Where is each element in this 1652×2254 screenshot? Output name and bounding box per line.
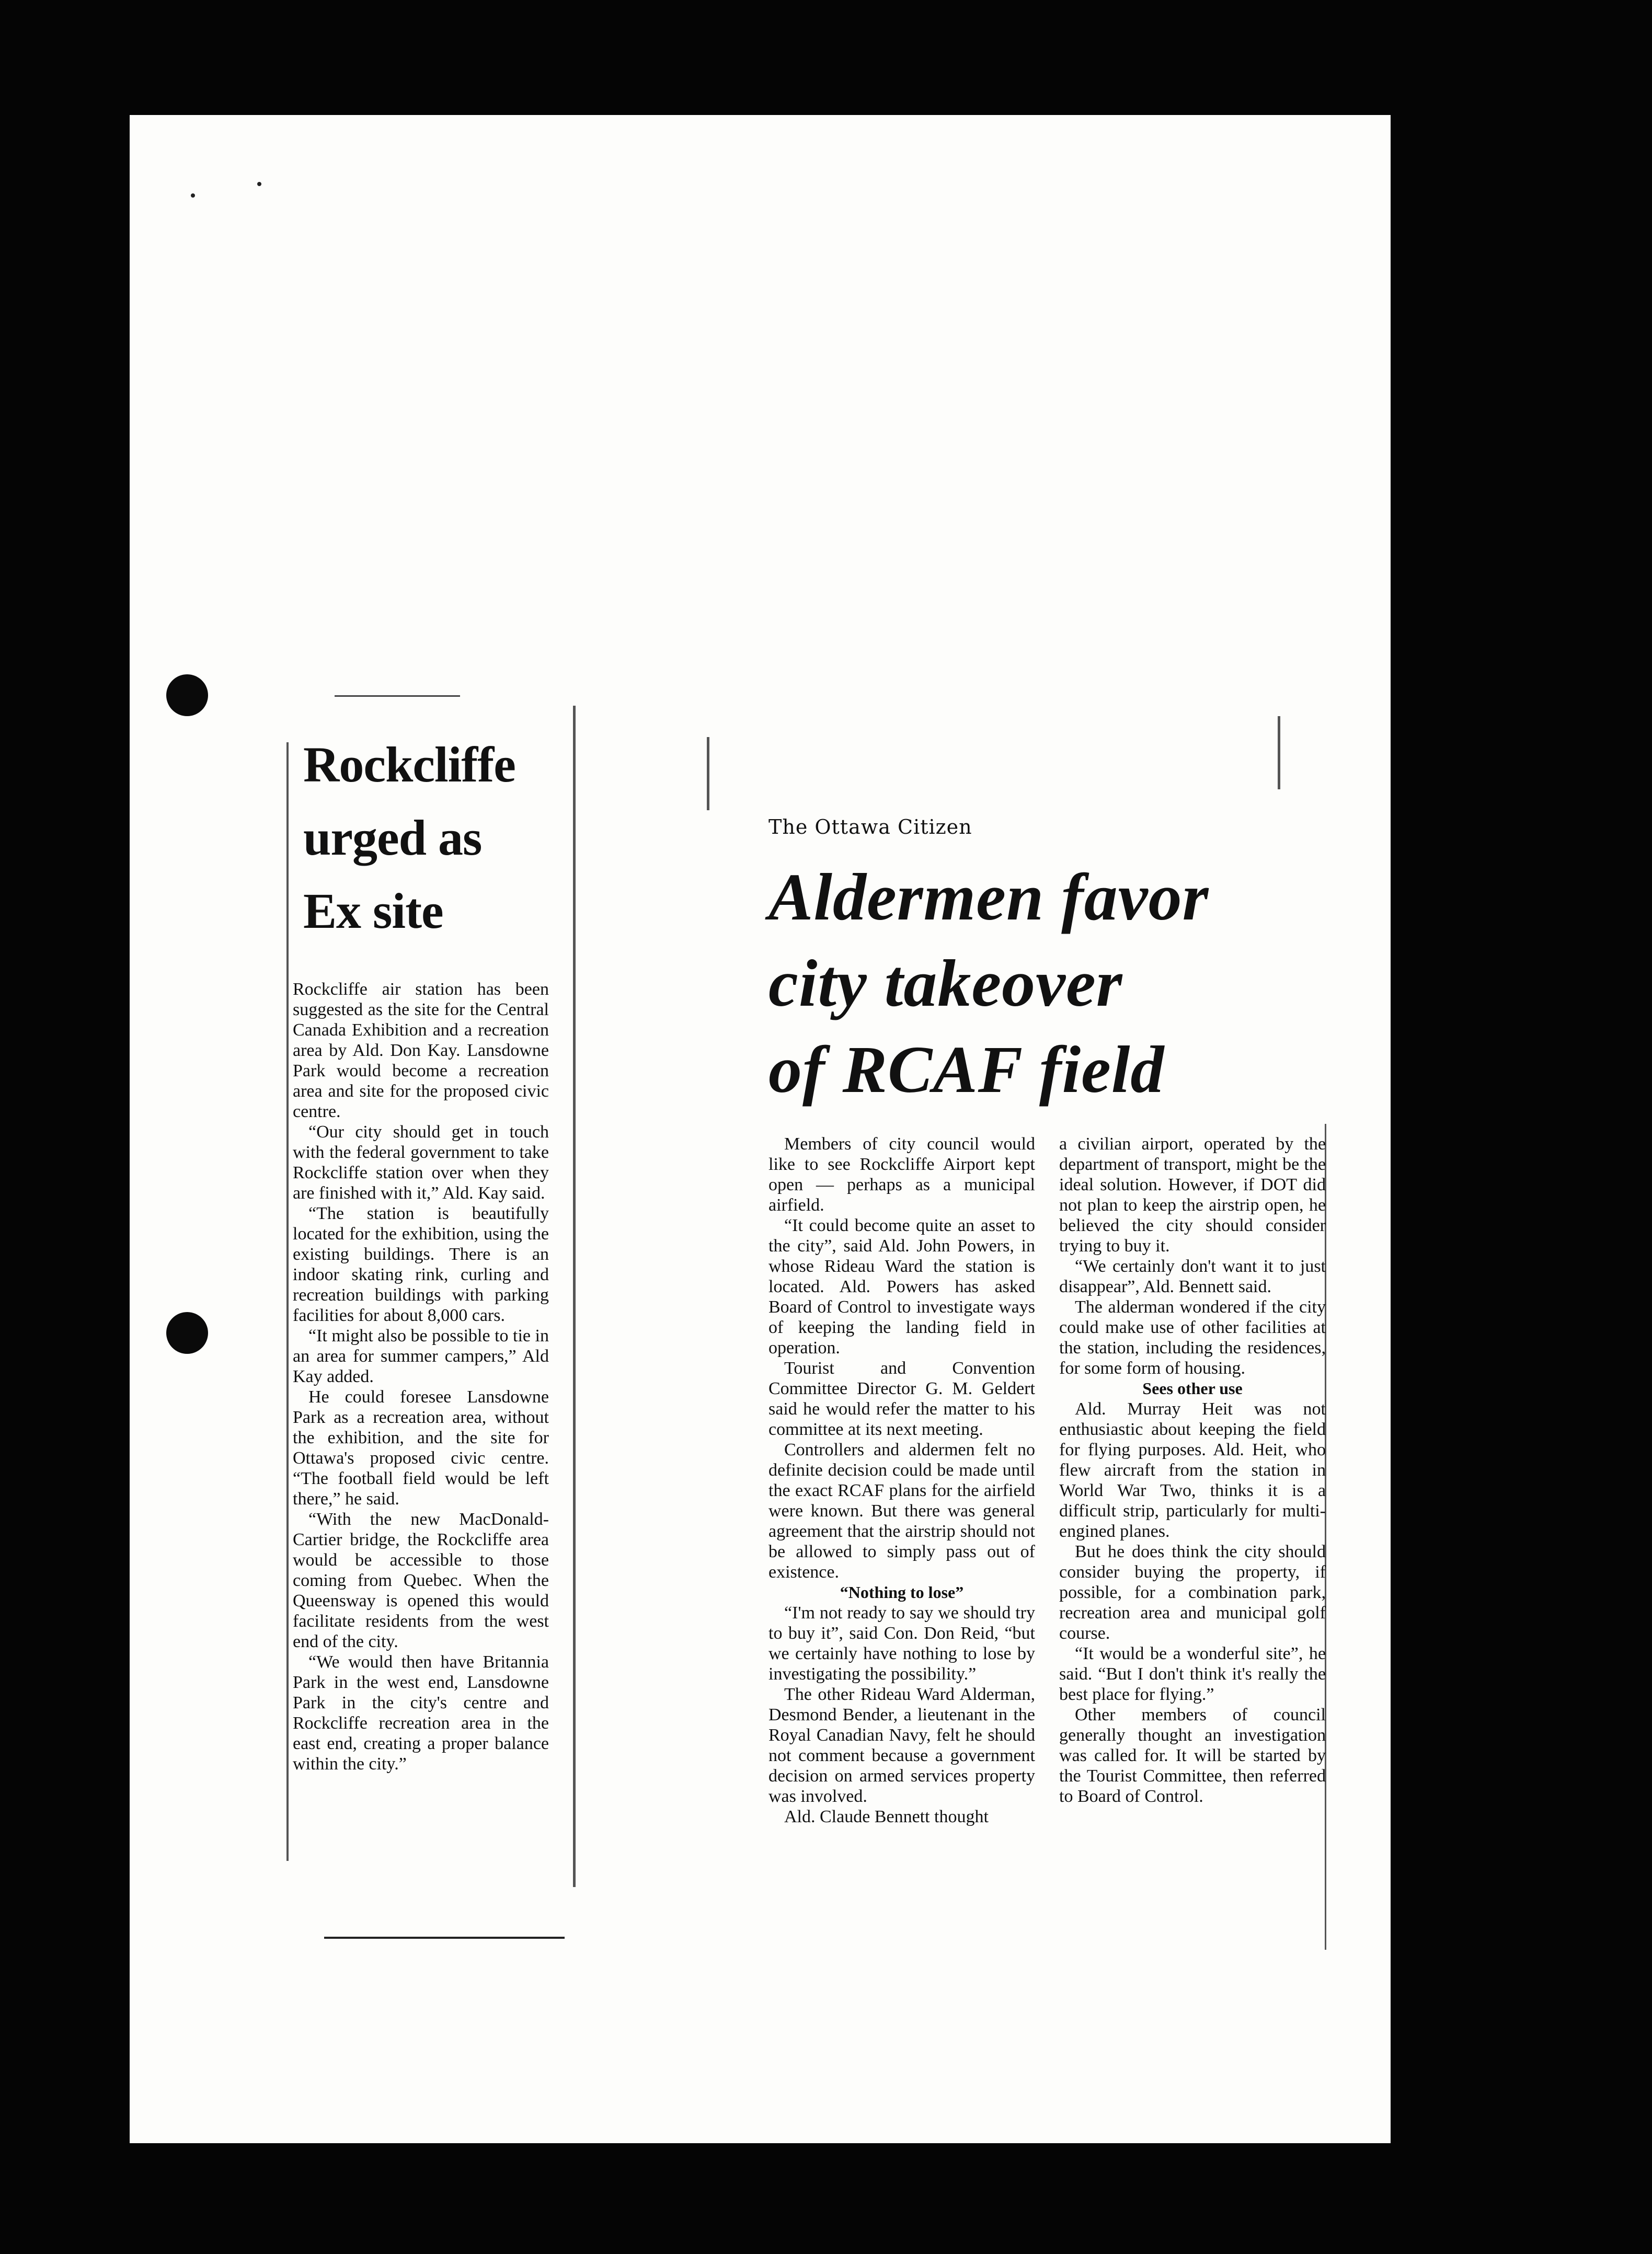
paragraph: He could foresee Lansdowne Park as a recreation area, without the exhibition, and the site for Ottawa's proposed civic centre. “The football field would be left there,” he said. bbox=[293, 1387, 549, 1509]
punch-hole-bottom bbox=[166, 1312, 208, 1354]
left-clipping bbox=[293, 695, 549, 1774]
paragraph: Members of city council would like to see Rockcliffe Airport kept open — perhaps as a municipal airfield. bbox=[768, 1134, 1035, 1215]
punch-hole-top bbox=[166, 674, 208, 716]
paragraph: “The station is beautifully located for the exhibition, using the existing buildings. There is an indoor skating rink, curling and recreation buildings with parking facilities for about 8,000 cars. bbox=[293, 1204, 549, 1325]
dust-speck bbox=[191, 193, 195, 198]
article-column-2 bbox=[1059, 1134, 1326, 1827]
paragraph: “We would then have Britannia Park in the west end, Lansdowne Park in the city's centre and Rockcliffe recreation area in the east end, creating a proper balance within the city.” bbox=[293, 1652, 549, 1774]
right-clipping bbox=[768, 815, 1328, 1827]
left-clipping-bottom-rule bbox=[324, 1937, 565, 1939]
paragraph: Rockcliffe air station has been suggested as the site for the Central Canada Exhibition and a recreation area by Ald. Don Kay. Lansdowne Park would become a recreation area and site for the proposed civic centre. bbox=[293, 980, 549, 1121]
clipping-edge bbox=[1278, 716, 1280, 789]
left-headline bbox=[303, 728, 549, 948]
paragraph: Other members of council generally thought an investigation was called for. It will be started by the Tourist Committee, then referred to Board of Control. bbox=[1059, 1705, 1326, 1806]
article-column-1 bbox=[768, 1134, 1035, 1827]
paragraph: “Our city should get in touch with the federal government to take Rockcliffe station over when they are finished with it,” Ald. Kay said. bbox=[293, 1122, 549, 1203]
headline-line: Ex site bbox=[303, 883, 443, 939]
paragraph: “It would be a wonderful site”, he said. “But I don't think it's really the best place for flying.” bbox=[1059, 1644, 1326, 1704]
paragraph: Ald. Claude Bennett thought bbox=[784, 1807, 989, 1826]
paragraph: Controllers and aldermen felt no definite decision could be made until the exact RCAF plans for the airfield were known. But there was general agreement that the airstrip should not be allowed to simply pass out of existence. bbox=[768, 1440, 1035, 1582]
subheading: “Nothing to lose” bbox=[840, 1583, 964, 1602]
clipping-edge bbox=[573, 706, 576, 1887]
paragraph: The alderman wondered if the city could make use of other facilities at the station, including the residences, for some form of housing. bbox=[1059, 1297, 1326, 1378]
headline-line: of RCAF field bbox=[768, 1032, 1165, 1107]
headline-line: Rockcliffe bbox=[303, 737, 515, 792]
subheading: Sees other use bbox=[1142, 1379, 1243, 1398]
paragraph: “It might also be possible to tie in an area for summer campers,” Ald Kay added. bbox=[293, 1326, 549, 1386]
dust-speck bbox=[257, 182, 261, 186]
paragraph: “With the new MacDonald-Cartier bridge, the Rockcliffe area would be accessible to those coming from Quebec. When the Queensway is opened this would facilitate residents from the west end of the city. bbox=[293, 1510, 549, 1651]
clipping-edge bbox=[707, 737, 709, 810]
paragraph: “It could become quite an asset to the city”, said Ald. John Powers, in whose Rideau Ward the station is located. Ald. Powers has asked Board of Control to investigate ways of keeping the landing field in operation. bbox=[768, 1216, 1035, 1358]
headline-line: urged as bbox=[303, 810, 482, 866]
clipping-edge bbox=[286, 742, 289, 1861]
headline-line: city takeover bbox=[768, 946, 1123, 1020]
paragraph: “I'm not ready to say we should try to buy it”, said Con. Don Reid, “but we certainly have nothing to lose by investigating the possibility.” bbox=[768, 1603, 1035, 1684]
paragraph: a civilian airport, operated by the department of transport, might be the ideal solution. However, if DOT did not plan to keep the airstrip open, he believed the city should consider trying to buy it. bbox=[1059, 1134, 1326, 1256]
headline-line: Aldermen favor bbox=[768, 860, 1209, 934]
left-body bbox=[293, 979, 549, 1774]
newspaper-name: The Ottawa Citizen bbox=[768, 815, 972, 838]
paragraph: Tourist and Convention Committee Director G. M. Geldert said he would refer the matter to his committee at its next meeting. bbox=[768, 1359, 1035, 1439]
paragraph: Ald. Murray Heit was not enthusiastic about keeping the field for flying purposes. Ald. Heit, who flew aircraft from the station in World War Two, thinks it is a difficult strip, particularly for multi-engined planes. bbox=[1059, 1399, 1326, 1541]
clipping-top-rule bbox=[335, 695, 460, 697]
article-columns bbox=[768, 1134, 1328, 1827]
paragraph: The other Rideau Ward Alderman, Desmond Bender, a lieutenant in the Royal Canadian Navy, felt he should not comment because a government decision on armed services property was involved. bbox=[768, 1685, 1035, 1806]
right-headline bbox=[768, 854, 1328, 1113]
paragraph: “We certainly don't want it to just disappear”, Ald. Bennett said. bbox=[1059, 1257, 1326, 1296]
paragraph: But he does think the city should consider buying the property, if possible, for a combination park, recreation area and municipal golf course. bbox=[1059, 1542, 1326, 1643]
